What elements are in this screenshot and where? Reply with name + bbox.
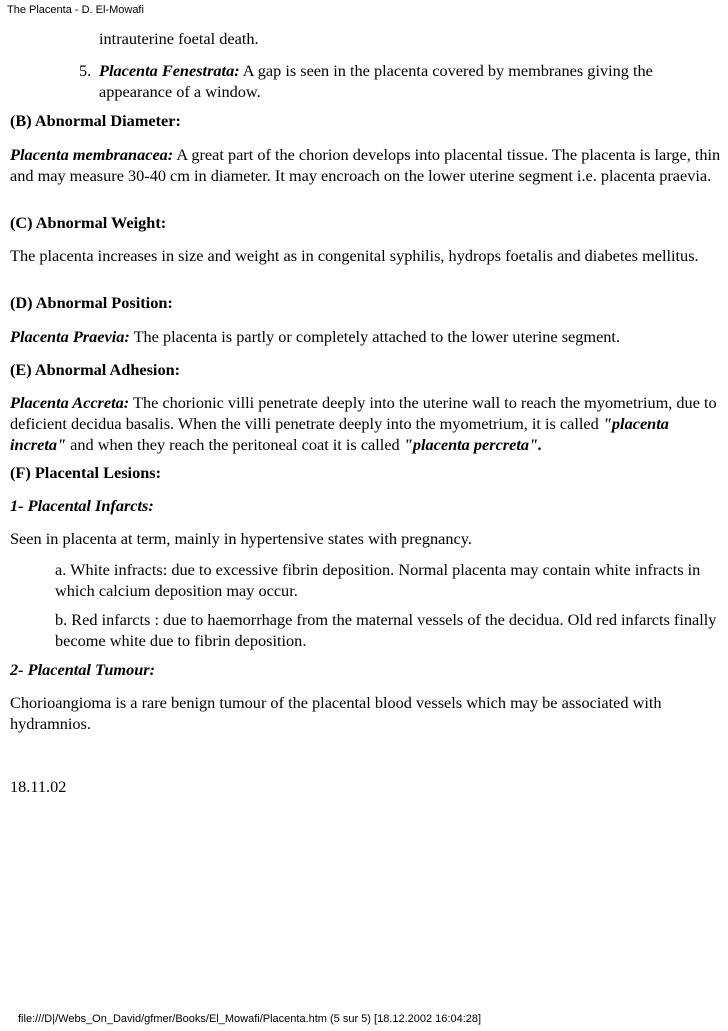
print-header: The Placenta - D. El-Mowafi	[7, 4, 144, 16]
list-item-5	[99, 60, 719, 102]
date-line: 18.11.02	[10, 777, 67, 796]
placenta-fenestrata-text: A gap is seen in the placenta covered by membranes giving the appearance of a window.	[99, 61, 653, 101]
section-f-heading: (F) Placental Lesions:	[10, 463, 162, 482]
placenta-increta-term: "placenta increta"	[10, 414, 669, 454]
section-c-paragraph: The placenta increases in size and weight as in congenital syphilis, hydrops foetalis and diabetes mellitus.	[10, 246, 699, 265]
section-e-heading: (E) Abnormal Adhesion:	[10, 360, 181, 379]
placenta-percreta-term: "placenta percreta".	[403, 435, 543, 454]
placenta-fenestrata-term: Placenta Fenestrata:	[99, 61, 240, 80]
white-infarcts-item: a. White infracts: due to excessive fibrin deposition. Normal placenta may contain white infracts in which calcium deposition may occur.	[55, 560, 701, 600]
section-d-paragraph	[10, 326, 722, 347]
list-item-4-continuation: intrauterine foetal death.	[99, 29, 259, 48]
placenta-praevia-text: The placenta is partly or completely attached to the lower uterine segment.	[129, 327, 621, 346]
red-infarcts-item: b. Red infarcts : due to haemorrhage from the maternal vessels of the decidua. Old red infarcts finally become white due to fibrin deposition.	[55, 610, 717, 650]
placenta-membranacea-term: Placenta membranacea:	[10, 145, 174, 164]
print-footer-source-url: file:///D|/Webs_On_David/gfmer/Books/El_Mowafi/Placenta.htm (5 sur 5) [18.12.2002 16:04:28]	[18, 1013, 482, 1025]
placental-tumour-paragraph: Chorioangioma is a rare benign tumour of the placental blood vessels which may be associated with hydramnios.	[10, 693, 662, 733]
placenta-membranacea-text: A great part of the chorion develops into placental tissue. The placenta is large, thin and may measure 30-40 cm in diameter. It may encroach on the lower uterine segment i.e. placenta praevia.	[10, 145, 721, 185]
placenta-praevia-term: Placenta Praevia:	[10, 327, 130, 346]
placental-infarcts-paragraph: Seen in placenta at term, mainly in hypertensive states with pregnancy.	[10, 529, 472, 548]
placental-tumour-heading: 2- Placental Tumour:	[10, 660, 156, 679]
section-e-paragraph: Placenta Accreta: The chorionic villi penetrate deeply into the uterine wall to reach the myometrium, due to deficient decidua basalis. When the villi penetrate deeply into the myometrium, it is called "placenta increta" and when they reach the peritoneal coat it is called "placenta percreta".	[10, 393, 717, 454]
section-b-paragraph	[10, 144, 722, 186]
list-item-5-number: 5.	[79, 61, 92, 80]
placenta-accreta-term: Placenta Accreta:	[10, 393, 130, 412]
placental-infarcts-heading: 1- Placental Infarcts:	[10, 496, 154, 515]
section-b-heading: (B) Abnormal Diameter:	[10, 111, 181, 130]
section-d-heading: (D) Abnormal Position:	[10, 293, 173, 312]
section-c-heading: (C) Abnormal Weight:	[10, 213, 167, 232]
